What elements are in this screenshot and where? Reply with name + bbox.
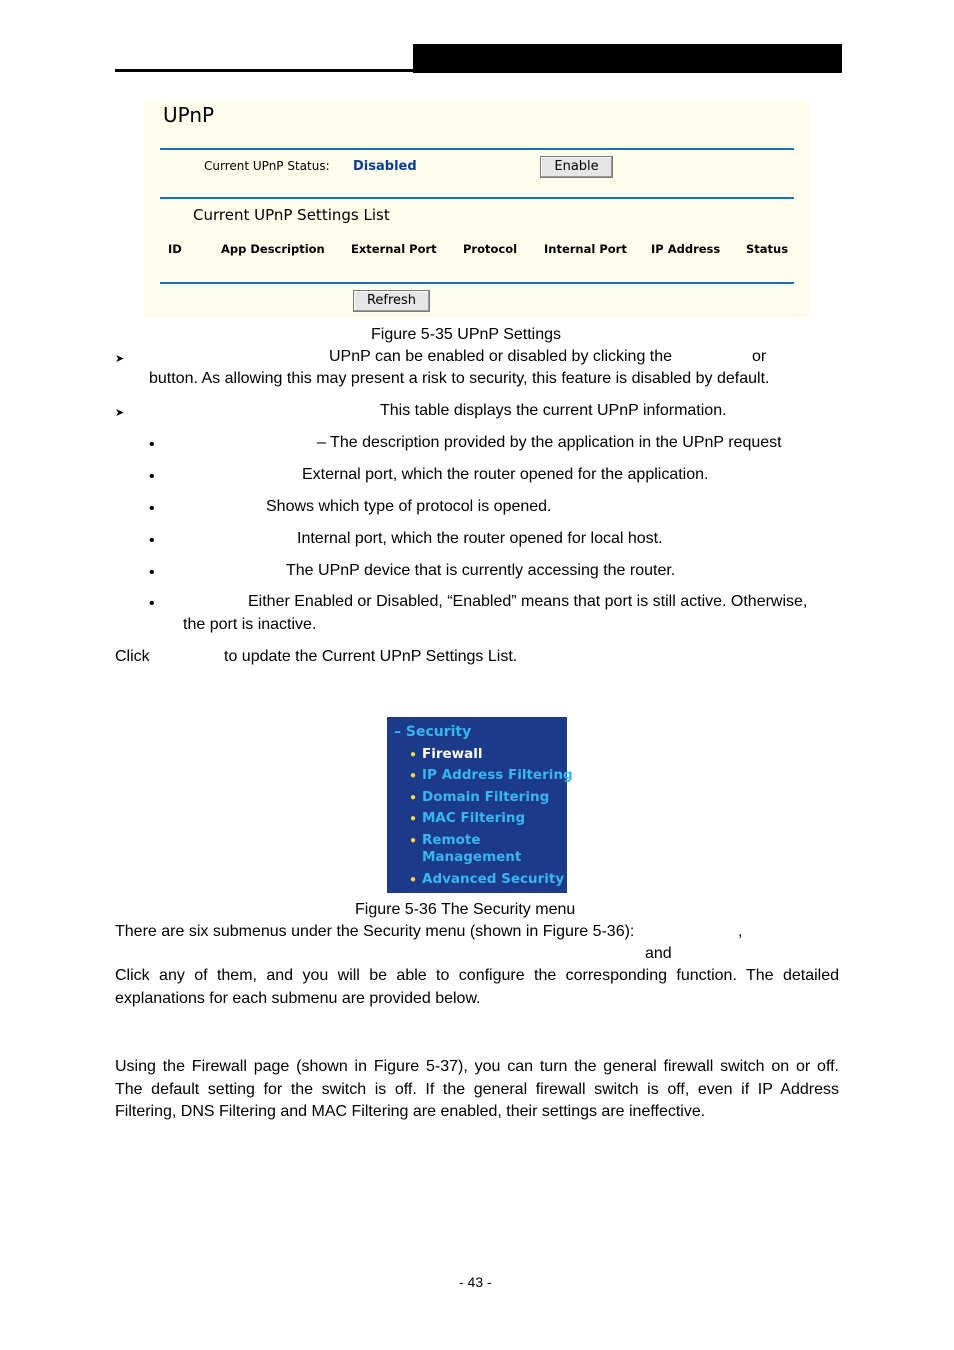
menu-item-remote-management[interactable]: Remote bbox=[422, 832, 481, 848]
para2-line3: Filtering, DNS Filtering and MAC Filtering are enabled, their settings are ineffective. bbox=[115, 1103, 706, 1120]
menu-item-ip-address-filtering[interactable]: IP Address Filtering bbox=[422, 767, 573, 783]
bullet-icon: • bbox=[149, 500, 155, 517]
status-value: Disabled bbox=[353, 159, 417, 174]
menu-item-mac-filtering[interactable]: MAC Filtering bbox=[422, 810, 526, 826]
para1-line1: There are six submenus under the Security menu (shown in Figure 5-36): bbox=[115, 923, 635, 940]
divider bbox=[160, 148, 794, 150]
figure-caption: Figure 5-36 The Security menu bbox=[355, 901, 576, 918]
menu-item-domain-filtering[interactable]: Domain Filtering bbox=[422, 789, 550, 805]
bullet-icon: ● bbox=[410, 813, 417, 824]
settings-list-title: Current UPnP Settings List bbox=[193, 206, 390, 224]
bullet-text-cont: the port is inactive. bbox=[183, 616, 317, 633]
column-header-internal-port: Internal Port bbox=[544, 242, 627, 256]
click-text: Click bbox=[115, 648, 150, 665]
para2-line2: The default setting for the switch is off. If the general firewall switch is off, even if IP Address bbox=[115, 1081, 839, 1098]
bullet-icon: • bbox=[149, 436, 155, 453]
para1-line3: Click any of them, and you will be able to configure the corresponding function. The detailed bbox=[115, 967, 839, 984]
menu-item-advanced-security[interactable]: Advanced Security bbox=[422, 871, 565, 887]
arrow-marker-icon: ➤ bbox=[115, 407, 125, 419]
upnp-title: UPnP bbox=[163, 103, 215, 127]
column-header-external-port: External Port bbox=[351, 242, 437, 256]
column-header-status: Status bbox=[746, 242, 789, 256]
bullet-icon: ● bbox=[410, 770, 417, 781]
para2-line1: Using the Firewall page (shown in Figure 5-37), you can turn the general firewall switch on or off. bbox=[115, 1058, 839, 1075]
item1-text-end: or bbox=[752, 348, 767, 365]
bullet-icon: ● bbox=[410, 792, 417, 803]
figure-caption: Figure 5-35 UPnP Settings bbox=[371, 326, 562, 343]
column-header-ip-address: IP Address bbox=[651, 242, 721, 256]
click-text-rest: to update the Current UPnP Settings List. bbox=[224, 648, 518, 665]
refresh-button[interactable]: Refresh bbox=[353, 290, 430, 312]
para1-line2-end: and bbox=[645, 945, 672, 962]
divider bbox=[160, 197, 794, 199]
bullet-text: Either Enabled or Disabled, “Enabled” means that port is still active. Otherwise, bbox=[248, 593, 808, 610]
column-header-protocol: Protocol bbox=[463, 242, 518, 256]
menu-item-firewall[interactable]: Firewall bbox=[422, 746, 483, 762]
arrow-marker-icon: ➤ bbox=[115, 353, 125, 365]
header-rule bbox=[115, 69, 413, 72]
header-bar bbox=[413, 44, 842, 73]
bullet-text: – The description provided by the application in the UPnP request bbox=[317, 434, 782, 451]
bullet-icon: • bbox=[149, 532, 155, 549]
menu-item-remote-management-cont[interactable]: Management bbox=[422, 849, 522, 865]
divider bbox=[160, 282, 794, 284]
bullet-icon: ● bbox=[410, 874, 417, 885]
item1-text-cont: button. As allowing this may present a risk to security, this feature is disabled by default. bbox=[149, 370, 770, 387]
bullet-icon: • bbox=[149, 564, 155, 581]
bullet-icon: ● bbox=[410, 749, 417, 760]
column-header-id: ID bbox=[168, 242, 182, 256]
menu-top-strip bbox=[387, 717, 567, 720]
item1-text: UPnP can be enabled or disabled by clicking the bbox=[329, 348, 673, 365]
security-menu-header[interactable]: – Security bbox=[394, 724, 472, 740]
item2-text: This table displays the current UPnP information. bbox=[380, 402, 727, 419]
para1-line1-end: , bbox=[738, 923, 743, 940]
column-header-app-description: App Description bbox=[221, 242, 325, 256]
bullet-text: Internal port, which the router opened for local host. bbox=[297, 530, 663, 547]
bullet-icon: • bbox=[149, 468, 155, 485]
bullet-text: Shows which type of protocol is opened. bbox=[266, 498, 552, 515]
bullet-text: External port, which the router opened for the application. bbox=[302, 466, 709, 483]
security-menu bbox=[387, 717, 567, 893]
bullet-icon: • bbox=[149, 595, 155, 612]
status-label: Current UPnP Status: bbox=[204, 159, 330, 173]
page-number: - 43 - bbox=[459, 1274, 492, 1290]
bullet-text: The UPnP device that is currently accessing the router. bbox=[286, 562, 676, 579]
security-menu-header-label: Security bbox=[405, 724, 472, 740]
enable-button[interactable]: Enable bbox=[540, 156, 613, 178]
para1-line4: explanations for each submenu are provided below. bbox=[115, 990, 481, 1007]
bullet-icon: ● bbox=[410, 835, 417, 846]
